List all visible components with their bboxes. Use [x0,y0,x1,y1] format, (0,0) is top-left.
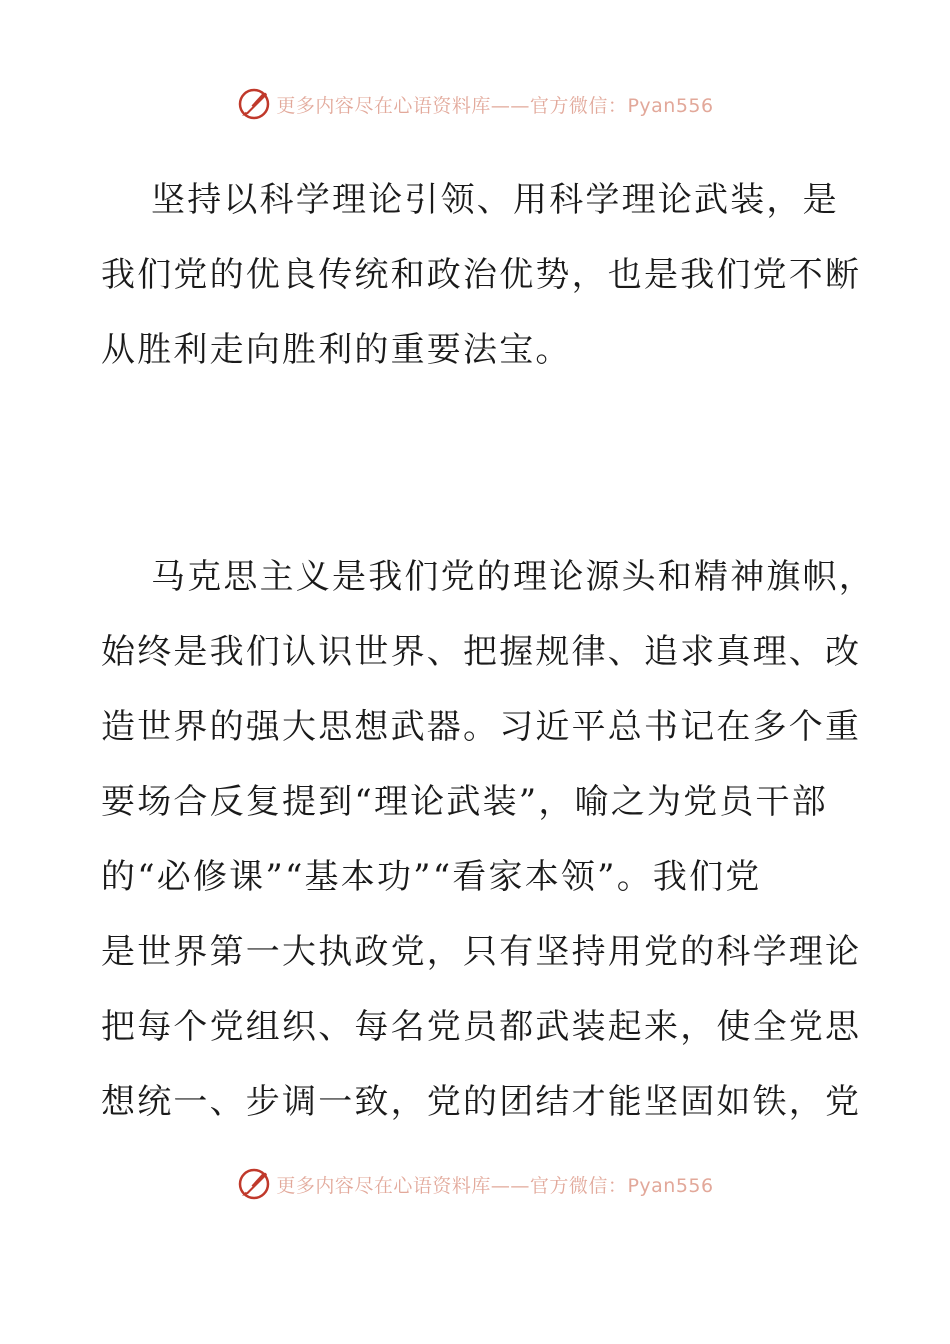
text-line: 马克思主义是我们党的理论源头和精神旗帜， [151,557,875,597]
text-line: 是世界第一大执政党，只有坚持用党的科学理论 [101,932,862,972]
text-line: 从胜利走向胜利的重要法宝。 [101,330,572,370]
text-line: 始终是我们认识世界、把握规律、追求真理、改 [101,632,862,672]
text-line: 坚持以科学理论引领、用科学理论武装，是 [151,180,839,220]
watermark-text: 更多内容尽在心语资料库——官方微信：Pyan556 [276,94,714,117]
paragraph-1 [101,163,862,388]
header-watermark [0,84,950,124]
text-line: 想统一、步调一致，党的团结才能坚固如铁，党 [101,1082,862,1122]
text-line: 造世界的强大思想武器。习近平总书记在多个重 [101,707,862,747]
quill-logo-icon [236,86,272,122]
text-line: 要场合反复提到“理论武装”，喻之为党员干部 [101,782,828,822]
footer-watermark [0,1164,950,1204]
text-line: 把每个党组织、每名党员都武装起来，使全党思 [101,1007,862,1047]
quill-logo-icon [236,1166,272,1202]
paragraph-2 [101,540,875,1140]
text-line: 的“必修课”“基本功”“看家本领”。我们党 [101,857,762,897]
text-line: 我们党的优良传统和政治优势，也是我们党不断 [101,255,862,295]
watermark-text: 更多内容尽在心语资料库——官方微信：Pyan556 [276,1174,714,1197]
